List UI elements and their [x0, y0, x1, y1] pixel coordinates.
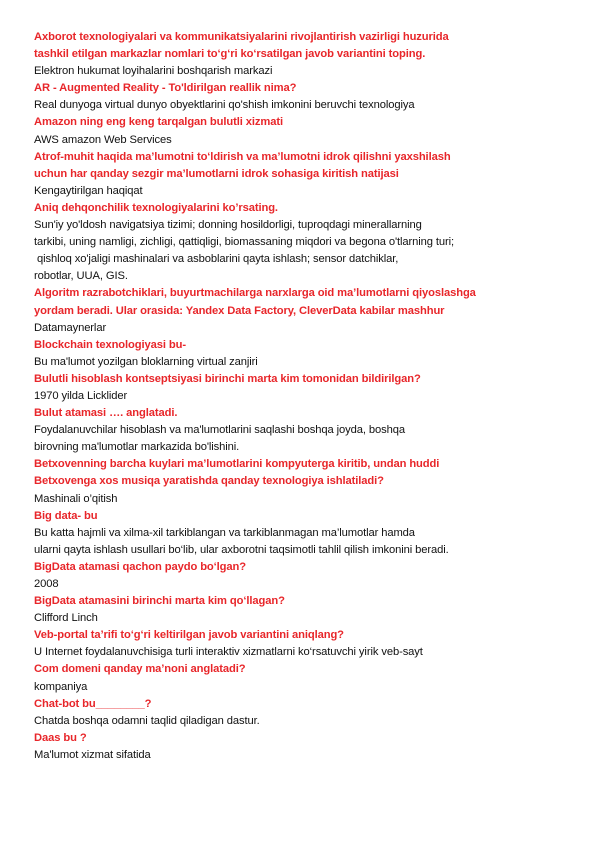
- qa-item-12: [34, 559, 564, 593]
- qa-item-6: [34, 285, 564, 336]
- answer-text: Bu ma'lumot yozilgan bloklarning virtual zanjiri: [34, 355, 258, 368]
- question-text: Bulut atamasi …. anglatadi.: [34, 407, 178, 420]
- answer-text: Clifford Linch: [34, 612, 98, 625]
- qa-item-9: [34, 405, 564, 456]
- answer-text: AWS amazon Web Services: [34, 133, 172, 146]
- answer-text: Kengaytirilgan haqiqat: [34, 184, 143, 197]
- answer-text: U Internet foydalanuvchisiga turli interaktiv xizmatlarni ko‘rsatuvchi yirik veb-sayt: [34, 646, 423, 659]
- question-text: BigData atamasini birinchi marta kim qo‘llagan?: [34, 595, 285, 608]
- answer-text: Elektron hukumat loyihalarini boshqarish markazi: [34, 65, 273, 78]
- qa-item-14: [34, 627, 564, 661]
- question-text: Com domeni qanday ma’noni anglatadi?: [34, 663, 246, 676]
- qa-item-7: [34, 337, 564, 371]
- qa-item-5: [34, 200, 564, 285]
- question-text: Veb-portal ta’rifi to‘g‘ri keltirilgan javob variantini aniqlang?: [34, 629, 344, 642]
- qa-item-1: [34, 29, 564, 80]
- question-text: Aniq dehqonchilik texnologiyalarini ko’rsating.: [34, 201, 278, 214]
- answer-text: Sun'iy yo'ldosh navigatsiya tizimi; donning hosildorligi, tuproqdagi minerallarning tarkibi, uning namligi, zichligi, qattiqligi, biomassaning miqdori va begona o'tlarning turi; qishloq xo'jaligi mashinalari va asboblarini qayta ishlash; sensor datchiklar, robotlar, UUA, GIS.: [34, 219, 455, 283]
- question-text: Amazon ning eng keng tarqalgan bulutli xizmati: [34, 116, 284, 129]
- answer-text: Chatda boshqa odamni taqlid qiladigan dastur.: [34, 714, 260, 727]
- qa-item-15: [34, 661, 564, 695]
- answer-text: 1970 yilda Licklider: [34, 389, 128, 402]
- answer-text: Mashinali o’qitish: [34, 492, 118, 505]
- document-page: [34, 29, 564, 764]
- qa-item-13: [34, 593, 564, 627]
- answer-text: Datamaynerlar: [34, 321, 107, 334]
- question-text: Algoritm razrabotchiklari, buyurtmachilarga narxlarga oid ma’lumotlarni qiyoslashga yordam beradi. Ular orasida: Yandex Data Factory, CleverData kabilar mashhur: [34, 287, 476, 317]
- answer-text: kompaniya: [34, 680, 88, 693]
- question-text: Axborot texnologiyalari va kommunikatsiyalarini rivojlantirish vazirligi huzurida tashkil etilgan markazlar nomlari to‘g‘ri ko‘rsatilgan javob variantini toping.: [34, 31, 449, 61]
- answer-text: Bu katta hajmli va xilma-xil tarkiblangan va tarkiblanmagan ma’lumotlar hamda ularni qayta ishlash usullari bo‘lib, ular axborotni taqsimotli tahlil qilish imkonini beradi.: [34, 526, 449, 556]
- answer-text: Real dunyoga virtual dunyo obyektlarini qo'shish imkonini beruvchi texnologiya: [34, 99, 415, 112]
- question-text: Chat-bot bu________?: [34, 697, 152, 710]
- question-text: Daas bu ?: [34, 731, 87, 744]
- qa-item-10: [34, 456, 564, 507]
- qa-item-2: [34, 80, 564, 114]
- question-text: Atrof-muhit haqida ma’lumotni to‘ldirish va ma’lumotni idrok qilishni yaxshilash uchun har qanday sezgir ma’lumotlarni idrok sohasiga kiritish natijasi: [34, 150, 451, 180]
- question-text: Betxovenning barcha kuylari ma’lumotlarini kompyuterga kiritib, undan huddi Betxovenga xos musiqa yaratishda qanday texnologiya ishlatiladi?: [34, 458, 440, 488]
- question-text: Bulutli hisoblash kontseptsiyasi birinchi marta kim tomonidan bildirilgan?: [34, 372, 421, 385]
- question-text: Big data- bu: [34, 509, 98, 522]
- qa-item-3: [34, 114, 564, 148]
- answer-text: Foydalanuvchilar hisoblash va ma'lumotlarini saqlashi boshqa joyda, boshqa birovning ma'lumotlar markazida bo'lishini.: [34, 424, 405, 454]
- answer-text: 2008: [34, 578, 59, 590]
- question-text: Blockchain texnologiyasi bu-: [34, 338, 186, 351]
- question-text: BigData atamasi qachon paydo bo‘lgan?: [34, 560, 247, 573]
- question-text: AR - Augmented Reality - To'ldirilgan reallik nima?: [34, 82, 297, 95]
- qa-item-17: [34, 730, 564, 764]
- qa-item-11: [34, 508, 564, 559]
- qa-item-16: [34, 696, 564, 730]
- answer-text: Ma'lumot xizmat sifatida: [34, 748, 151, 761]
- qa-item-4: [34, 149, 564, 200]
- qa-item-8: [34, 371, 564, 405]
